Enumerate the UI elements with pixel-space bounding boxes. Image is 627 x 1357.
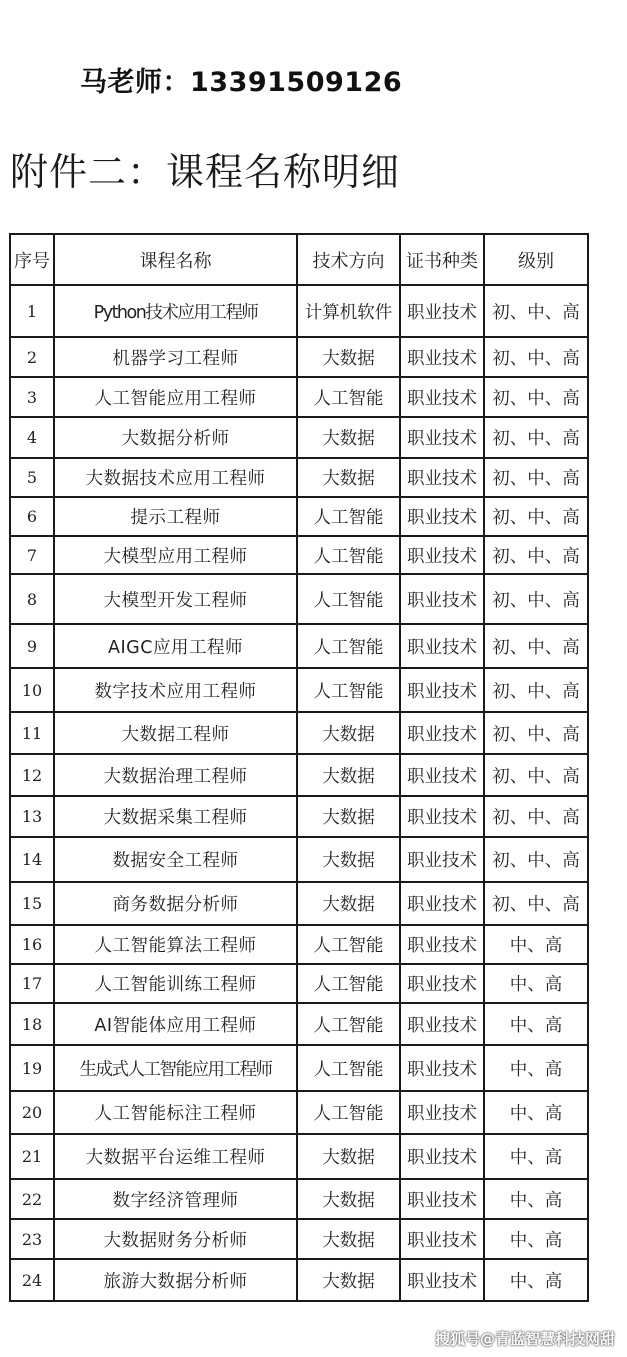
table-row [10, 497, 588, 536]
table-header-row [10, 234, 588, 285]
cell-level: 初、中、高 [484, 285, 588, 337]
cell-no: 13 [10, 796, 54, 837]
table-row [10, 1003, 588, 1045]
document-title: 附件二：课程名称明细 [10, 150, 401, 194]
cell-level: 中、高 [484, 964, 588, 1003]
cell-no: 7 [10, 536, 54, 574]
cell-cert: 职业技术 [400, 417, 484, 458]
cell-course-name: 大数据分析师 [54, 417, 297, 458]
cell-direction: 大数据 [297, 796, 400, 837]
cell-direction: 计算机软件 [297, 285, 400, 337]
table-body [10, 285, 588, 1301]
cell-no: 10 [10, 668, 54, 712]
table-row [10, 1259, 588, 1301]
cell-direction: 人工智能 [297, 497, 400, 536]
cell-level: 中、高 [484, 1045, 588, 1091]
cell-level: 中、高 [484, 925, 588, 964]
cell-level: 初、中、高 [484, 377, 588, 417]
cell-course-name: 大数据采集工程师 [54, 796, 297, 837]
table-row [10, 925, 588, 964]
cell-course-name: 人工智能应用工程师 [54, 377, 297, 417]
cell-course-name: 大模型开发工程师 [54, 574, 297, 624]
cell-no: 15 [10, 882, 54, 925]
cell-cert: 职业技术 [400, 1045, 484, 1091]
cell-course-name: 旅游大数据分析师 [54, 1259, 297, 1301]
cell-course-name: 人工智能训练工程师 [54, 964, 297, 1003]
source-watermark: 搜狐号@青蓝智慧科技网甜 [434, 1330, 615, 1348]
cell-no: 11 [10, 712, 54, 754]
cell-course-name: AI智能体应用工程师 [54, 1003, 297, 1045]
cell-level: 初、中、高 [484, 417, 588, 458]
cell-level: 中、高 [484, 1259, 588, 1301]
table-row [10, 377, 588, 417]
cell-direction: 大数据 [297, 1134, 400, 1179]
cell-course-name: 提示工程师 [54, 497, 297, 536]
cell-direction: 大数据 [297, 1179, 400, 1219]
cell-level: 初、中、高 [484, 796, 588, 837]
cell-direction: 大数据 [297, 337, 400, 377]
table-row [10, 417, 588, 458]
cell-no: 12 [10, 754, 54, 796]
cell-no: 9 [10, 624, 54, 668]
cell-cert: 职业技术 [400, 925, 484, 964]
cell-no: 21 [10, 1134, 54, 1179]
cell-direction: 大数据 [297, 712, 400, 754]
cell-no: 23 [10, 1219, 54, 1259]
table-row [10, 837, 588, 882]
cell-direction: 人工智能 [297, 377, 400, 417]
cell-level: 中、高 [484, 1134, 588, 1179]
cell-course-name: 人工智能标注工程师 [54, 1091, 297, 1134]
cell-course-name: 人工智能算法工程师 [54, 925, 297, 964]
table-row [10, 1179, 588, 1219]
cell-cert: 职业技术 [400, 1179, 484, 1219]
cell-cert: 职业技术 [400, 536, 484, 574]
cell-level: 中、高 [484, 1003, 588, 1045]
table-row [10, 964, 588, 1003]
cell-course-name: 大数据治理工程师 [54, 754, 297, 796]
cell-level: 初、中、高 [484, 837, 588, 882]
cell-level: 中、高 [484, 1219, 588, 1259]
cell-no: 16 [10, 925, 54, 964]
cell-level: 初、中、高 [484, 497, 588, 536]
table-row [10, 574, 588, 624]
cell-cert: 职业技术 [400, 964, 484, 1003]
table-row [10, 796, 588, 837]
cell-direction: 大数据 [297, 1259, 400, 1301]
cell-direction: 大数据 [297, 882, 400, 925]
column-header-name: 课程名称 [54, 234, 297, 285]
table-row [10, 668, 588, 712]
cell-course-name: 数据安全工程师 [54, 837, 297, 882]
cell-cert: 职业技术 [400, 624, 484, 668]
table-row [10, 337, 588, 377]
cell-cert: 职业技术 [400, 377, 484, 417]
cell-level: 初、中、高 [484, 536, 588, 574]
cell-direction: 人工智能 [297, 1003, 400, 1045]
cell-cert: 职业技术 [400, 712, 484, 754]
table-row [10, 285, 588, 337]
cell-no: 8 [10, 574, 54, 624]
column-header-cert: 证书种类 [400, 234, 484, 285]
table-row [10, 458, 588, 497]
cell-no: 19 [10, 1045, 54, 1091]
cell-level: 初、中、高 [484, 337, 588, 377]
table-row [10, 712, 588, 754]
cell-course-name: Python技术应用工程师 [54, 285, 297, 337]
cell-direction: 大数据 [297, 458, 400, 497]
cell-no: 20 [10, 1091, 54, 1134]
cell-no: 6 [10, 497, 54, 536]
cell-direction: 大数据 [297, 417, 400, 458]
cell-cert: 职业技术 [400, 337, 484, 377]
cell-course-name: 大数据技术应用工程师 [54, 458, 297, 497]
cell-direction: 人工智能 [297, 964, 400, 1003]
cell-cert: 职业技术 [400, 1259, 484, 1301]
course-table [9, 233, 589, 1302]
table-row [10, 536, 588, 574]
cell-no: 17 [10, 964, 54, 1003]
column-header-level: 级别 [484, 234, 588, 285]
cell-level: 初、中、高 [484, 624, 588, 668]
table-row [10, 1091, 588, 1134]
cell-cert: 职业技术 [400, 837, 484, 882]
cell-no: 18 [10, 1003, 54, 1045]
cell-course-name: 大数据财务分析师 [54, 1219, 297, 1259]
cell-cert: 职业技术 [400, 1219, 484, 1259]
cell-course-name: 大模型应用工程师 [54, 536, 297, 574]
cell-direction: 人工智能 [297, 1091, 400, 1134]
cell-course-name: 生成式人工智能应用工程师 [54, 1045, 297, 1091]
cell-course-name: 数字经济管理师 [54, 1179, 297, 1219]
cell-no: 4 [10, 417, 54, 458]
contact-line: 马老师：13391509126 [80, 67, 403, 98]
table-row [10, 624, 588, 668]
table-row [10, 1045, 588, 1091]
cell-level: 中、高 [484, 1091, 588, 1134]
cell-level: 初、中、高 [484, 574, 588, 624]
cell-cert: 职业技术 [400, 574, 484, 624]
cell-cert: 职业技术 [400, 497, 484, 536]
cell-cert: 职业技术 [400, 668, 484, 712]
cell-level: 中、高 [484, 1179, 588, 1219]
cell-course-name: 商务数据分析师 [54, 882, 297, 925]
table-row [10, 1134, 588, 1179]
cell-level: 初、中、高 [484, 712, 588, 754]
cell-course-name: 大数据平台运维工程师 [54, 1134, 297, 1179]
cell-cert: 职业技术 [400, 754, 484, 796]
table-row [10, 882, 588, 925]
cell-cert: 职业技术 [400, 285, 484, 337]
cell-course-name: 大数据工程师 [54, 712, 297, 754]
cell-no: 2 [10, 337, 54, 377]
cell-direction: 人工智能 [297, 668, 400, 712]
cell-level: 初、中、高 [484, 754, 588, 796]
column-header-no: 序号 [10, 234, 54, 285]
cell-cert: 职业技术 [400, 796, 484, 837]
cell-direction: 人工智能 [297, 925, 400, 964]
cell-no: 1 [10, 285, 54, 337]
cell-no: 22 [10, 1179, 54, 1219]
cell-level: 初、中、高 [484, 668, 588, 712]
cell-cert: 职业技术 [400, 1091, 484, 1134]
table-row [10, 754, 588, 796]
cell-cert: 职业技术 [400, 882, 484, 925]
cell-no: 14 [10, 837, 54, 882]
cell-direction: 大数据 [297, 754, 400, 796]
cell-cert: 职业技术 [400, 458, 484, 497]
cell-no: 3 [10, 377, 54, 417]
cell-cert: 职业技术 [400, 1134, 484, 1179]
cell-direction: 人工智能 [297, 574, 400, 624]
table-row [10, 1219, 588, 1259]
cell-course-name: 数字技术应用工程师 [54, 668, 297, 712]
cell-course-name: AIGC应用工程师 [54, 624, 297, 668]
cell-direction: 人工智能 [297, 1045, 400, 1091]
cell-direction: 大数据 [297, 1219, 400, 1259]
cell-course-name: 机器学习工程师 [54, 337, 297, 377]
cell-level: 初、中、高 [484, 882, 588, 925]
cell-no: 24 [10, 1259, 54, 1301]
cell-direction: 大数据 [297, 837, 400, 882]
cell-no: 5 [10, 458, 54, 497]
cell-direction: 人工智能 [297, 624, 400, 668]
cell-direction: 人工智能 [297, 536, 400, 574]
cell-cert: 职业技术 [400, 1003, 484, 1045]
cell-level: 初、中、高 [484, 458, 588, 497]
column-header-direction: 技术方向 [297, 234, 400, 285]
